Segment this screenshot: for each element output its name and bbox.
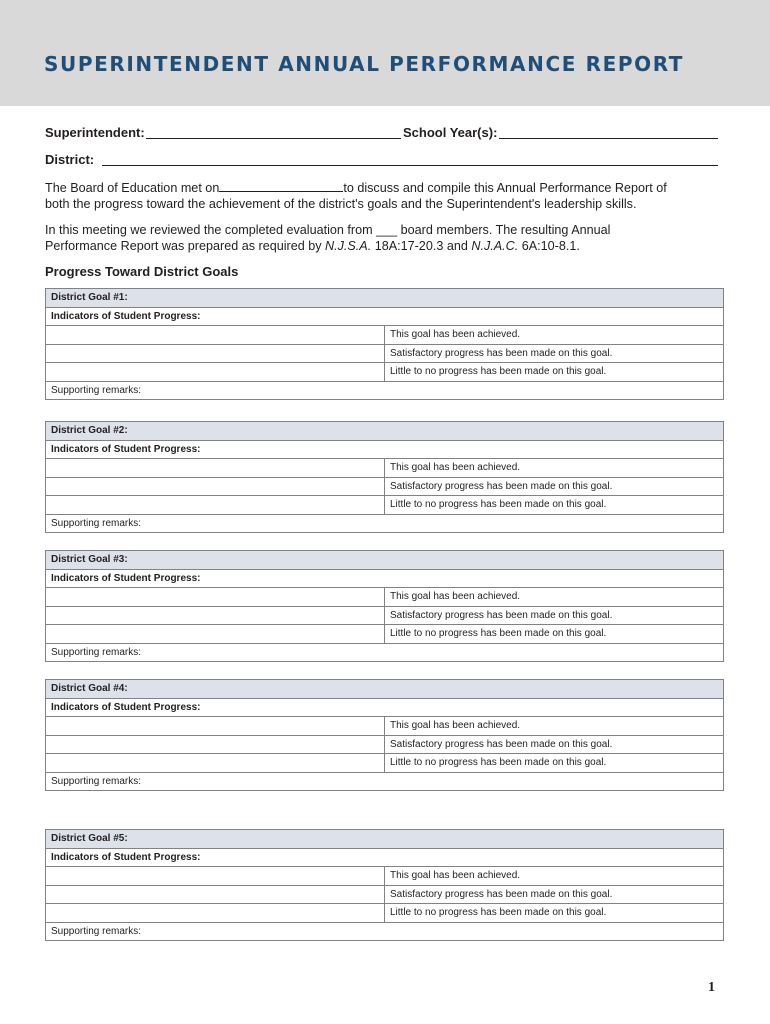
option-satisfactory: Satisfactory progress has been made on this goal. <box>385 885 724 904</box>
intro-paragraph-1: The Board of Education met on to discuss and compile this Annual Performance Report of both the progress toward the achievement of the district's goals and the Superintendent's leadership skills. <box>45 181 667 211</box>
section-title: Progress Toward District Goals <box>45 264 239 279</box>
supporting-remarks-field[interactable]: Supporting remarks: <box>46 381 724 400</box>
little-progress-checkbox[interactable] <box>46 904 385 923</box>
achieved-checkbox[interactable] <box>46 867 385 886</box>
little-progress-checkbox[interactable] <box>46 363 385 382</box>
option-little-progress: Little to no progress has been made on this goal. <box>385 754 724 773</box>
district-goal-table-1 <box>45 288 724 400</box>
option-satisfactory: Satisfactory progress has been made on this goal. <box>385 735 724 754</box>
achieved-checkbox[interactable] <box>46 459 385 478</box>
option-achieved: This goal has been achieved. <box>385 867 724 886</box>
satisfactory-checkbox[interactable] <box>46 344 385 363</box>
intro-paragraph-2: In this meeting we reviewed the completed evaluation from ___ board members. The resulting Annual Performance Report was prepared as required by N.J.S.A. 18A:17-20.3 and N.J.A.C. 6A:10-8.1. <box>45 223 611 253</box>
little-progress-checkbox[interactable] <box>46 625 385 644</box>
satisfactory-checkbox[interactable] <box>46 885 385 904</box>
meeting-date-field[interactable] <box>219 180 343 192</box>
achieved-checkbox[interactable] <box>46 326 385 345</box>
district-field[interactable] <box>102 165 718 166</box>
option-little-progress: Little to no progress has been made on this goal. <box>385 904 724 923</box>
satisfactory-checkbox[interactable] <box>46 735 385 754</box>
satisfactory-checkbox[interactable] <box>46 606 385 625</box>
district-goal-table-5 <box>45 829 724 941</box>
goal-label: District Goal #3: <box>46 551 724 570</box>
goal-label: District Goal #5: <box>46 830 724 849</box>
option-satisfactory: Satisfactory progress has been made on this goal. <box>385 344 724 363</box>
supporting-remarks-field[interactable]: Supporting remarks: <box>46 643 724 662</box>
superintendent-field[interactable] <box>146 138 401 139</box>
option-achieved: This goal has been achieved. <box>385 326 724 345</box>
goal-label: District Goal #2: <box>46 422 724 441</box>
indicators-label: Indicators of Student Progress: <box>46 848 724 867</box>
supporting-remarks-field[interactable]: Supporting remarks: <box>46 514 724 533</box>
option-little-progress: Little to no progress has been made on this goal. <box>385 496 724 515</box>
indicators-label: Indicators of Student Progress: <box>46 307 724 326</box>
little-progress-checkbox[interactable] <box>46 496 385 515</box>
option-achieved: This goal has been achieved. <box>385 588 724 607</box>
option-satisfactory: Satisfactory progress has been made on this goal. <box>385 477 724 496</box>
goal-label: District Goal #4: <box>46 680 724 699</box>
school-years-label: School Year(s): <box>403 125 498 140</box>
district-label: District: <box>45 152 95 167</box>
supporting-remarks-field[interactable]: Supporting remarks: <box>46 772 724 791</box>
indicators-label: Indicators of Student Progress: <box>46 698 724 717</box>
option-satisfactory: Satisfactory progress has been made on this goal. <box>385 606 724 625</box>
little-progress-checkbox[interactable] <box>46 754 385 773</box>
option-little-progress: Little to no progress has been made on this goal. <box>385 625 724 644</box>
indicators-label: Indicators of Student Progress: <box>46 440 724 459</box>
page-number: 1 <box>708 980 715 995</box>
superintendent-label: Superintendent: <box>45 125 145 140</box>
district-goal-table-4 <box>45 679 724 791</box>
achieved-checkbox[interactable] <box>46 588 385 607</box>
option-achieved: This goal has been achieved. <box>385 717 724 736</box>
district-goal-table-3 <box>45 550 724 662</box>
satisfactory-checkbox[interactable] <box>46 477 385 496</box>
achieved-checkbox[interactable] <box>46 717 385 736</box>
indicators-label: Indicators of Student Progress: <box>46 569 724 588</box>
page-title: SUPERINTENDENT ANNUAL PERFORMANCE REPORT <box>44 52 685 76</box>
supporting-remarks-field[interactable]: Supporting remarks: <box>46 922 724 941</box>
option-achieved: This goal has been achieved. <box>385 459 724 478</box>
option-little-progress: Little to no progress has been made on this goal. <box>385 363 724 382</box>
school-years-field[interactable] <box>499 138 718 139</box>
goal-label: District Goal #1: <box>46 289 724 308</box>
district-goal-table-2 <box>45 421 724 533</box>
